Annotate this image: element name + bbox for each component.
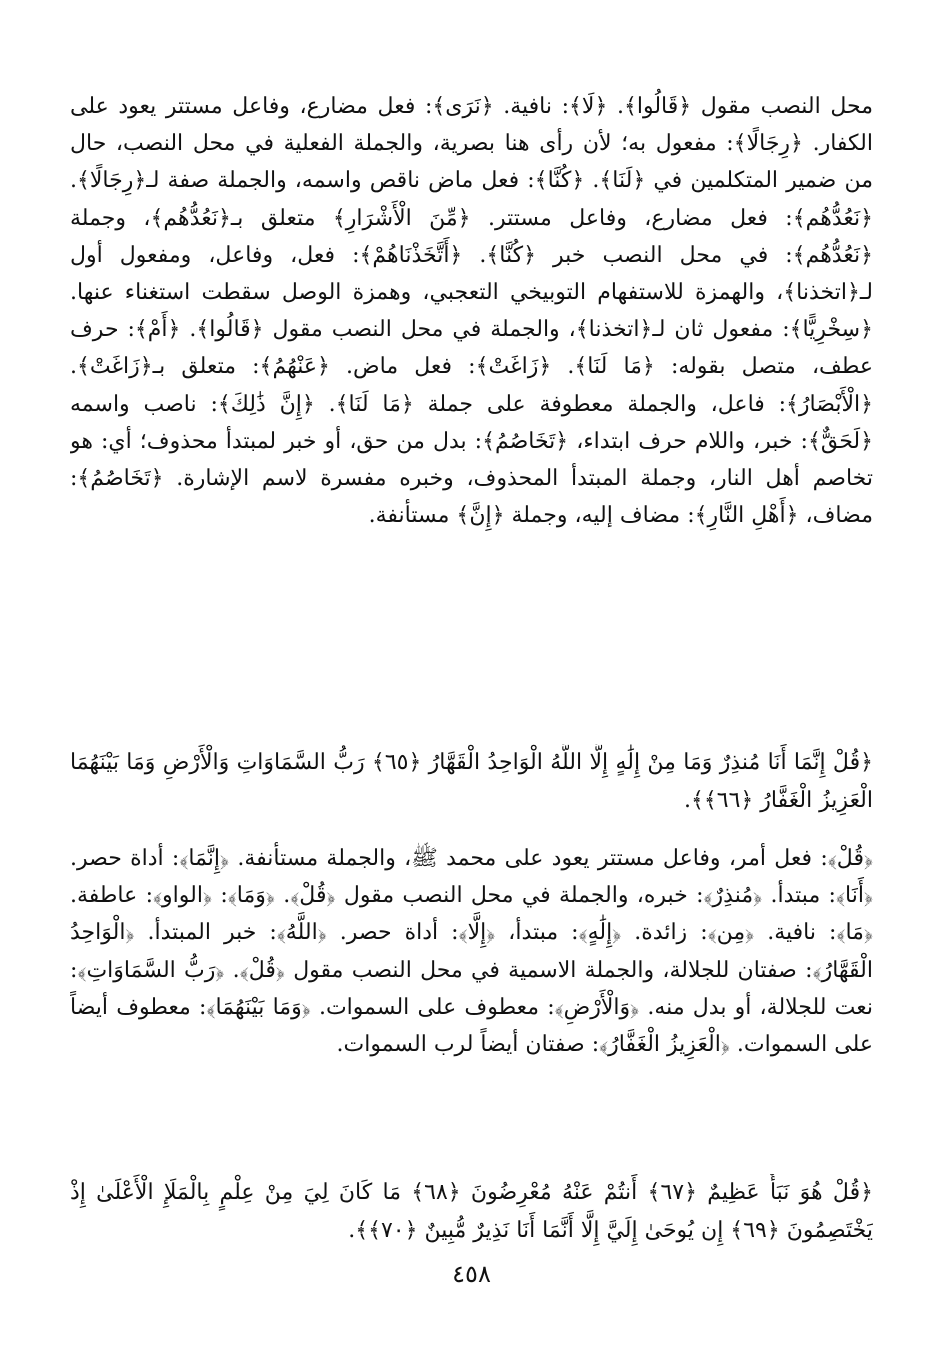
quran-verse: ﴿قُلْ إِنَّمَا أَنَا مُنذِرٌ وَمَا مِنْ إِلَٰهٍ إِلَّا اللَّهُ الْوَاحِدُ الْقَهَّارُ ﴿٦٥﴾ رَبُّ السَّمَاوَاتِ وَالْأَرْضِ وَمَا بَيْنَهُمَا الْعَزِيزُ الْغَفَّارُ ﴿٦٦﴾﴾. — [70, 750, 873, 813]
quran-verse: ﴿قُلْ هُوَ نَبَأٌ عَظِيمٌ ﴿٦٧﴾ أَنتُمْ عَنْهُ مُعْرِضُونَ ﴿٦٨﴾ مَا كَانَ لِيَ مِنْ عِلْمٍ بِالْمَلَإِ الْأَعْلَىٰ إِذْ يَخْتَصِمُونَ ﴿٦٩﴾ إِن يُوحَىٰ إِلَيَّ إِلَّا أَنَّمَا أَنَا نَذِيرٌ مُّبِينٌ ﴿٧٠﴾﴾. — [70, 1180, 873, 1243]
commentary-paragraph: محل النصب مقول ﴿قَالُوا﴾. ﴿لَا﴾: نافية. ﴿نَرَى﴾: فعل مضارع، وفاعل مستتر يعود على الكفار. ﴿رِجَالًا﴾: مفعول به؛ لأن رأى هنا بصرية، والجملة الفعلية في محل النصب، حال من ضمير المتكلمين في ﴿لَنَا﴾. ﴿كُنَّا﴾: فعل ماض ناقص واسمه، والجملة صفة لـ﴿رِجَالًا﴾. ﴿نَعُدُّهُم﴾: فعل مضارع، وفاعل مستتر. ﴿مِّنَ الْأَشْرَارِ﴾ متعلق بـ﴿نَعُدُّهُم﴾، وجملة ﴿نَعُدُّهُم﴾: في محل النصب خبر ﴿كُنَّا﴾. ﴿أَتَّخَذْنَاهُمْ﴾: فعل، وفاعل، ومفعول أول لـ﴿اتخذنا﴾، والهمزة للاستفهام التوبيخي التعجبي، وهمزة الوصل سقطت استغناء عنها. ﴿سِخْرِيًّا﴾: مفعول ثان لـ﴿اتخذنا﴾، والجملة في محل النصب مقول ﴿قَالُوا﴾. ﴿أَمْ﴾: حرف عطف، متصل بقوله: ﴿مَا لَنَا﴾. ﴿زَاغَتْ﴾: فعل ماض. ﴿عَنْهُمُ﴾: متعلق بـ﴿زَاغَتْ﴾. ﴿الْأَبْصَارُ﴾: فاعل، والجملة معطوفة على جملة ﴿مَا لَنَا﴾. ﴿إِنَّ ذَٰلِكَ﴾: ناصب واسمه ﴿لَحَقٌّ﴾: خبر، واللام حرف ابتداء، ﴿تَخَاصُمُ﴾: بدل من حق، أو خبر لمبتدأ محذوف؛ أي: هو تخاصم أهل النار، وجملة المبتدأ المحذوف، وخبره مفسرة لاسم الإشارة. ﴿تَخَاصُمُ﴾: مضاف، ﴿أَهْلِ النَّارِ﴾: مضاف إليه، وجملة ﴿إِنَّ﴾ مستأنفة. — [70, 94, 873, 529]
page-number: ٤٥٨ — [452, 1260, 491, 1288]
commentary-paragraph: ﴿قُلْ﴾: فعل أمر، وفاعل مستتر يعود على محمد ﷺ، والجملة مستأنفة. ﴿إِنَّمَا﴾: أداة حصر. ﴿أَنَا﴾: مبتدأ. ﴿مُنذِرٌ﴾: خبره، والجملة في محل النصب مقول ﴿قُلْ﴾. ﴿وَمَا﴾: ﴿الواو﴾: عاطفة. ﴿مَا﴾: نافية. ﴿مِن﴾: زائدة. ﴿إِلَٰهٍ﴾: مبتدأ، ﴿إِلَّا﴾: أداة حصر. ﴿اللَّهُ﴾: خبر المبتدأ. ﴿الْوَاحِدُ الْقَهَّارُ﴾: صفتان للجلالة، والجملة الاسمية في محل النصب مقول ﴿قُلْ﴾. ﴿رَبُّ السَّمَاوَاتِ﴾: نعت للجلالة، أو بدل منه. ﴿وَالْأَرْضِ﴾: معطوف على السموات. ﴿وَمَا بَيْنَهُمَا﴾: معطوف أيضاً على السموات. ﴿الْعَزِيزُ الْغَفَّارُ﴾: صفتان أيضاً لرب السموات. — [70, 846, 873, 1058]
